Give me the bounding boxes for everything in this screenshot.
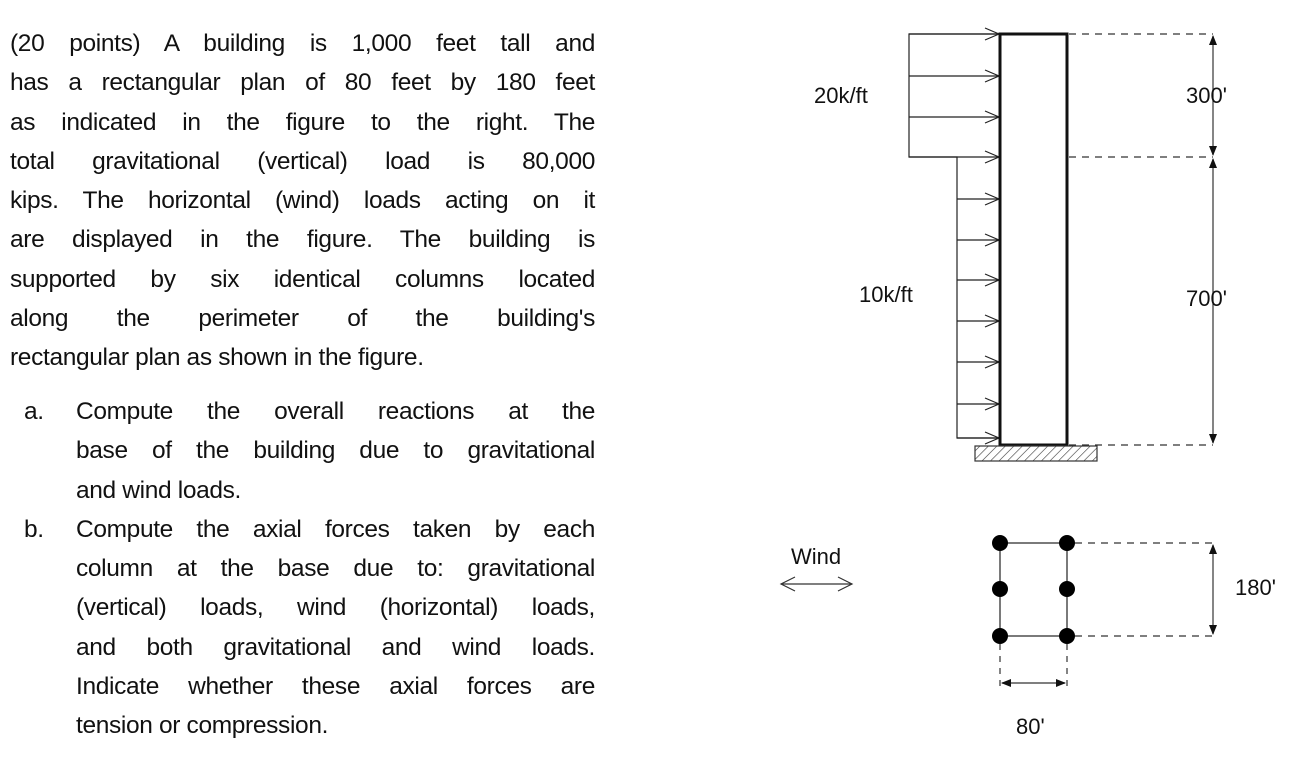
part-marker: b. <box>24 515 44 543</box>
intro-line: along the perimeter of the building's <box>10 305 595 333</box>
intro-line: rectangular plan as shown in the figure. <box>10 344 424 372</box>
part-marker: a. <box>24 398 44 425</box>
lower-load-label: 10k/ft <box>859 282 913 307</box>
part-line: Indicate whether these axial forces are <box>76 673 595 701</box>
double-arrow-icon <box>781 577 852 591</box>
part-line: column at the base due to: gravitational <box>76 555 595 583</box>
intro-line: as indicated in the figure to the right. The <box>10 108 595 136</box>
column <box>992 535 1008 551</box>
column <box>992 581 1008 597</box>
part-line: tension or compression. <box>76 712 329 740</box>
intro-line: has a rectangular plan of 80 feet by 180 feet <box>10 69 595 97</box>
part-line: base of the building due to gravitational <box>76 437 595 465</box>
wind-label: Wind <box>791 544 842 569</box>
intro-line: kips. The horizontal (wind) loads acting on it <box>10 187 595 215</box>
intro-line: total gravitational (vertical) load is 80,000 <box>10 147 595 175</box>
column <box>992 628 1008 644</box>
fixed-base-support <box>975 446 1097 461</box>
column <box>1059 581 1075 597</box>
part-line: Compute the overall reactions at the <box>76 398 595 425</box>
building-plan <box>992 535 1276 739</box>
upper-load-label: 20k/ft <box>814 83 868 108</box>
plan-width-label: 80' <box>1016 714 1045 739</box>
plan-depth-label: 180' <box>1235 575 1276 600</box>
column <box>1059 628 1075 644</box>
wind-load-diagram <box>909 28 1000 444</box>
intro-line: supported by six identical columns located <box>10 265 595 293</box>
upper-height-label: 300' <box>1186 83 1227 108</box>
intro-line: are displayed in the figure. The building is <box>10 226 595 254</box>
part-line: and both gravitational and wind loads. <box>76 633 595 661</box>
lower-height-label: 700' <box>1186 286 1227 311</box>
part-line: Compute the axial forces taken by each <box>76 515 595 543</box>
building-elevation <box>975 34 1097 461</box>
part-line: and wind loads. <box>76 476 242 504</box>
column <box>1059 535 1075 551</box>
part-line: (vertical) loads, wind (horizontal) loads, <box>76 594 595 622</box>
wind-direction <box>781 544 852 591</box>
intro-line: (20 points) A building is 1,000 feet tall and <box>10 30 595 57</box>
